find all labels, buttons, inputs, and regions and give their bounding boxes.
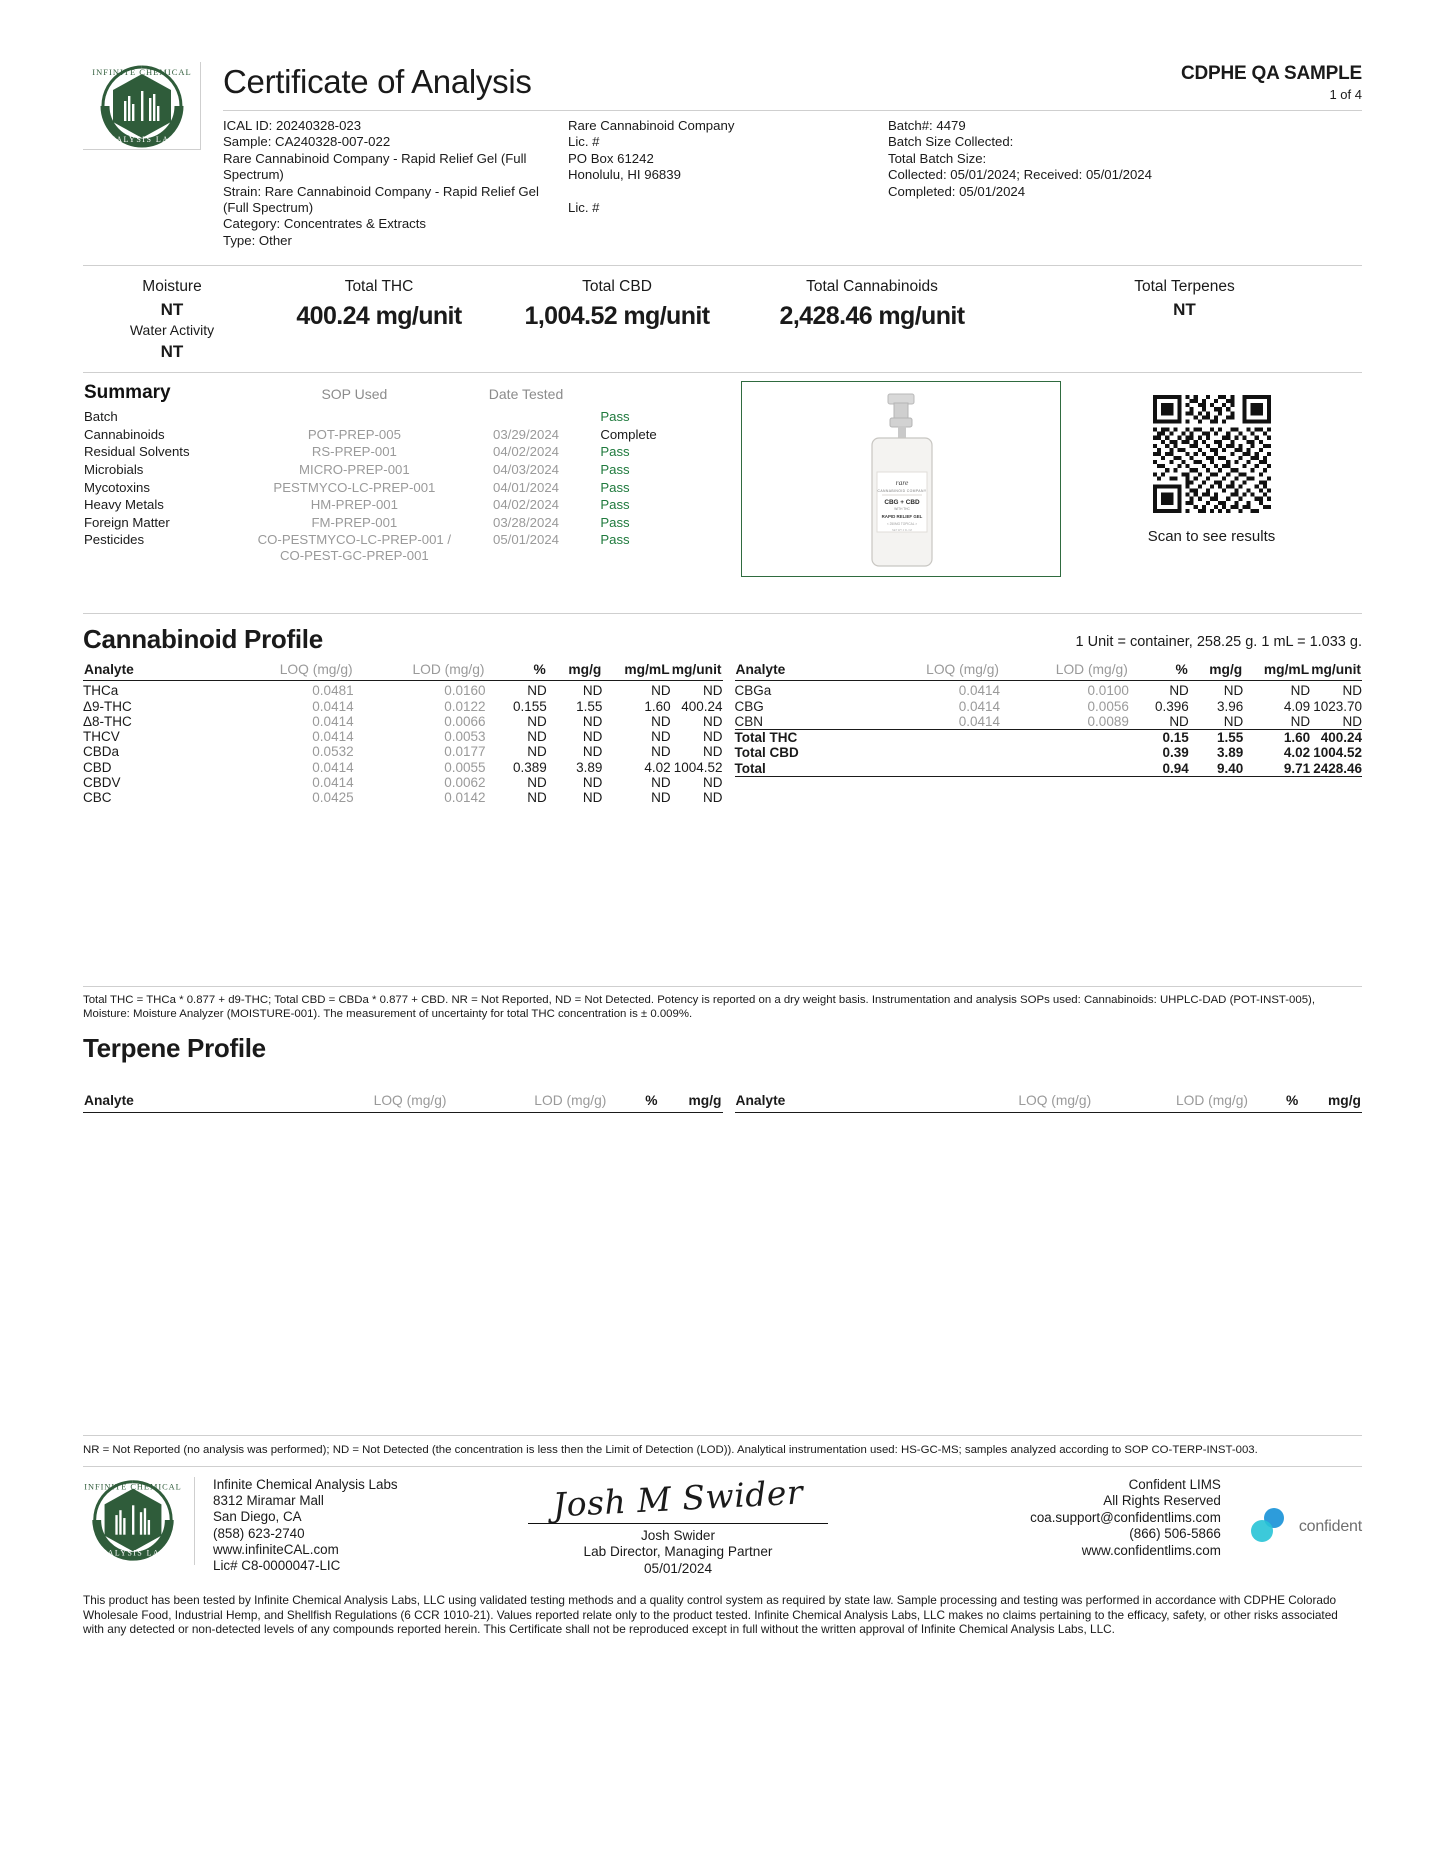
- col-percent: %: [1249, 1092, 1299, 1113]
- analyte-mgg: ND: [582, 790, 603, 806]
- analyte-percent: ND: [527, 790, 547, 806]
- terpene-table-left-wrap: [83, 1092, 723, 1113]
- analyte-loq: 0.0481: [312, 683, 354, 699]
- confident-brand-logo: [1231, 1477, 1362, 1578]
- col-loq: LOQ (mg/g): [923, 1092, 1092, 1113]
- col-mgg: mg/g: [659, 1092, 723, 1113]
- analyte-mgml: ND: [651, 713, 671, 729]
- analyte-lod: 0.0177: [444, 744, 486, 760]
- analyte-name: CBDa: [83, 744, 120, 760]
- page-title: Certificate of Analysis: [223, 63, 532, 100]
- analyte-loq: [871, 730, 1000, 746]
- table-header-row: [735, 661, 1363, 681]
- sample-metadata: [223, 111, 1362, 249]
- infinite-chemical-logo-icon: [91, 63, 193, 149]
- analyte-mgml: ND: [1290, 713, 1311, 729]
- analyte-percent: ND: [527, 713, 547, 729]
- analyte-lod: 0.0066: [444, 713, 486, 729]
- confident-name: Confident LIMS: [1128, 1476, 1221, 1492]
- potency-cell-moisture: [83, 278, 261, 362]
- collected-received-dates: Collected: 05/01/2024; Received: 05/01/2024: [888, 167, 1152, 183]
- analyte-percent: 0.39: [1162, 745, 1189, 761]
- lab-logo: [83, 62, 201, 150]
- col-mgml: mg/mL: [602, 661, 670, 681]
- total-batch-size: Total Batch Size:: [888, 150, 987, 166]
- analyte-mgunit: ND: [1342, 683, 1362, 699]
- summary-header-row: [83, 381, 723, 408]
- analyte-percent: ND: [527, 744, 547, 760]
- svg-text:RAPID RELIEF GEL: RAPID RELIEF GEL: [881, 514, 923, 520]
- signer-date: 05/01/2024: [643, 1560, 713, 1576]
- summary-test-name: Heavy Metals: [84, 497, 164, 513]
- qr-code-icon[interactable]: [1153, 395, 1271, 513]
- analyte-mgml: 9.71: [1243, 761, 1310, 777]
- analyte-mgg: ND: [1223, 683, 1244, 699]
- analyte-name: CBGa: [734, 683, 772, 699]
- cannabinoid-table-left: [83, 661, 723, 805]
- svg-text:rare: rare: [895, 478, 909, 488]
- col-mgunit: mg/unit: [671, 661, 723, 681]
- potency-cell-total-cbd: [497, 278, 737, 362]
- status-badge: Pass: [600, 462, 630, 478]
- analyte-mgunit: 400.24: [681, 698, 723, 714]
- completed-date: Completed: 05/01/2024: [888, 183, 1026, 199]
- analyte-mgg: 3.89: [576, 759, 603, 775]
- confident-website[interactable]: www.confidentlims.com: [1081, 1542, 1221, 1558]
- status-badge: Pass: [600, 479, 630, 495]
- analyte-name: Total THC: [735, 730, 872, 746]
- summary-sop: FM-PREP-001: [311, 514, 398, 530]
- summary-date: [462, 408, 591, 426]
- analyte-mgg: ND: [582, 775, 603, 791]
- analyte-mgml: ND: [651, 744, 671, 760]
- signature-image: Josh M Swider: [551, 1472, 805, 1525]
- analyte-lod: 0.0089: [1087, 713, 1129, 729]
- col-loq: LOQ (mg/g): [275, 1092, 448, 1113]
- analyte-lod: 0.0055: [444, 759, 486, 775]
- analyte-name: CBDV: [83, 775, 121, 791]
- analyte-lod: [1000, 745, 1129, 760]
- svg-text:CBG + CBD: CBG + CBD: [884, 499, 920, 507]
- table-row: [83, 699, 723, 714]
- col-loq: LOQ (mg/g): [222, 661, 354, 681]
- summary-sop: POT-PREP-005: [307, 426, 401, 442]
- summary-test-name: Microbials: [84, 462, 144, 478]
- table-row: [83, 443, 723, 461]
- summary-table: [83, 381, 723, 564]
- col-lod: LOD (mg/g): [448, 1092, 608, 1113]
- client-address-2: Honolulu, HI 96839: [568, 167, 681, 183]
- water-activity-value: NT: [160, 342, 184, 362]
- table-row: [83, 408, 723, 426]
- analyte-name: THCa: [83, 683, 119, 699]
- product-image: [741, 381, 1061, 577]
- client-address-1: PO Box 61242: [568, 150, 654, 166]
- col-analyte: Analyte: [83, 1092, 275, 1113]
- analyte-mgunit: 1023.70: [1313, 698, 1362, 714]
- analyte-lod: 0.0056: [1087, 698, 1129, 714]
- col-analyte: Analyte: [735, 1092, 923, 1113]
- analyte-percent: ND: [527, 683, 547, 699]
- confident-email[interactable]: coa.support@confidentlims.com: [1030, 1509, 1221, 1525]
- analyte-mgunit: ND: [703, 790, 723, 806]
- analyte-mgg: 3.96: [1216, 698, 1244, 714]
- analyte-name: CBC: [83, 790, 112, 806]
- status-badge: Pass: [600, 409, 630, 425]
- table-row: [83, 714, 723, 729]
- analyte-name: Total: [735, 761, 872, 777]
- spacer: [568, 184, 888, 200]
- analyte-mgg: ND: [582, 683, 603, 699]
- svg-text:INFINITE CHEMICAL: INFINITE CHEMICAL: [92, 67, 192, 77]
- legal-disclaimer: This product has been tested by Infinite Chemical Analysis Labs, LLC using validated testing methods and a quality control system as required by state law. Sample processing and testing was performed in accordance with CDPHE Colorado Wholesale Food, Industrial Hemp, and Shellfish Regulations (6 CCR 1010-21). Values reported relate only to the product tested. Infinite Chemical Analysis Labs, LLC makes no claims pertaining to the efficacy, safety, or other risks associated with any detected or non-detected levels of any compounds reported herein. This Certificate shall not be reproduced except in full without the written approval of Infinite Chemical Analysis Labs, LLC.: [83, 1593, 1338, 1637]
- summary-col-date: Date Tested: [488, 386, 564, 403]
- analyte-percent: 0.15: [1129, 730, 1189, 746]
- analyte-mgg: ND: [582, 713, 603, 729]
- analyte-percent: 0.389: [513, 759, 547, 775]
- col-lod: LOD (mg/g): [1000, 661, 1129, 681]
- table-row: [735, 699, 1363, 714]
- analyte-loq: 0.0414: [312, 775, 354, 791]
- total-cannabinoids-label: Total Cannabinoids: [806, 278, 938, 296]
- col-analyte: Analyte: [83, 661, 222, 681]
- total-terpenes-label: Total Terpenes: [1134, 278, 1235, 296]
- table-header-row: [83, 661, 723, 681]
- metadata-column-client: [568, 118, 888, 249]
- cannabinoid-right-body: [735, 681, 1363, 777]
- analyte-mgg: 1.55: [576, 698, 603, 714]
- status-badge: Complete: [600, 426, 657, 442]
- summary-test-name: Cannabinoids: [84, 426, 165, 442]
- cannabinoid-method-note: Total THC = THCa * 0.877 + d9-THC; Total CBD = CBDa * 0.877 + CBD. NR = Not Reported, ND = Not Detected. Potency is reported on a dry weight basis. Instrumentation and analysis SOPs used: Cannabinoids: UHPLC-DAD (POT-INST-005), Moisture: Moisture Analyzer (MOISTURE-001). The measurement of uncertainty for total THC concentration is ± 0.009%.: [83, 993, 1316, 1020]
- col-mgg: mg/g: [1189, 661, 1243, 681]
- analyte-percent: 0.94: [1129, 761, 1189, 777]
- analyte-mgunit: ND: [703, 729, 723, 745]
- analyte-lod: 0.0062: [444, 775, 486, 791]
- metadata-column-batch: [888, 118, 1362, 249]
- batch-number: Batch#: 4479: [888, 118, 966, 133]
- analyte-mgg: ND: [1223, 713, 1244, 729]
- analyte-loq: [871, 745, 1000, 760]
- summary-sop: PESTMYCO-LC-PREP-001: [273, 479, 436, 495]
- confident-lims-block: [843, 1477, 1231, 1578]
- analyte-mgunit: ND: [703, 683, 723, 699]
- lab-contact-info: [195, 1477, 513, 1578]
- table-row-total: [735, 761, 1363, 777]
- status-badge: Pass: [600, 532, 630, 548]
- analyte-lod: [1000, 730, 1129, 746]
- summary-date: 04/02/2024: [493, 497, 560, 513]
- analyte-mgg: ND: [582, 729, 603, 745]
- col-analyte: Analyte: [735, 661, 872, 681]
- terpene-method-note: NR = Not Reported (no analysis was performed); ND = Not Detected (the concentration is less then the Limit of Detection (LOD)). Analytical instrumentation used: HS-GC-MS; samples analyzed according to SOP CO-TERP-INST-003.: [83, 1443, 1258, 1456]
- sample-id: Sample: CA240328-007-022: [223, 134, 391, 150]
- summary-section: [83, 373, 1362, 577]
- analyte-name: CBN: [734, 713, 764, 729]
- terpene-table-right-wrap: [723, 1092, 1363, 1113]
- analyte-loq: 0.0414: [958, 683, 1000, 699]
- analyte-mgml: ND: [651, 775, 671, 791]
- water-activity-label: Water Activity: [129, 322, 215, 339]
- table-row: [83, 461, 723, 479]
- table-row: [735, 681, 1363, 699]
- terpene-profile-title: Terpene Profile: [83, 1032, 266, 1063]
- analyte-mgml: ND: [651, 790, 671, 806]
- lab-website[interactable]: www.infiniteCAL.com: [213, 1541, 339, 1557]
- analyte-lod: 0.0053: [444, 729, 486, 745]
- table-row-total-thc: [735, 730, 1363, 746]
- analyte-lod: 0.0142: [444, 790, 486, 806]
- table-row: [83, 744, 723, 759]
- col-loq: LOQ (mg/g): [871, 661, 1000, 681]
- qa-sample-label: CDPHE QA SAMPLE: [1180, 63, 1362, 84]
- qa-sample-block: [1181, 63, 1362, 104]
- ical-id: ICAL ID: 20240328-023: [223, 118, 362, 133]
- table-row-total-cbd: [735, 745, 1363, 760]
- footer-main: [83, 1467, 1362, 1578]
- infinite-chemical-logo-icon: [83, 1477, 183, 1563]
- total-cbd-value: 1,004.52 mg/unit: [524, 302, 710, 331]
- total-cannabinoids-value: 2,428.46 mg/unit: [779, 302, 965, 331]
- analyte-name: Δ9-THC: [83, 698, 132, 714]
- col-lod: LOD (mg/g): [1092, 1092, 1249, 1113]
- analyte-mgunit: ND: [703, 744, 723, 760]
- analyte-mgg: 1.55: [1189, 730, 1243, 746]
- client-license-1: Lic. #: [568, 134, 600, 150]
- cannabinoid-profile-title: Cannabinoid Profile: [83, 624, 323, 655]
- status-badge: Pass: [600, 514, 630, 530]
- analyte-mgunit: ND: [703, 775, 723, 791]
- footer-lab-logo: [83, 1477, 195, 1565]
- analyte-loq: 0.0414: [312, 698, 354, 714]
- lab-address-street: 8312 Miramar Mall: [213, 1492, 324, 1508]
- cannabinoid-table-right-wrap: [723, 661, 1363, 805]
- cannabinoid-table-right: [735, 661, 1363, 777]
- analyte-mgunit: ND: [1342, 713, 1362, 729]
- analyte-mgg: 9.40: [1189, 761, 1243, 777]
- potency-cell-total-terpenes: [1007, 278, 1362, 362]
- terpene-table-left: [83, 1092, 723, 1113]
- lab-address-city: San Diego, CA: [213, 1509, 302, 1525]
- col-mgg: mg/g: [1299, 1092, 1362, 1113]
- summary-test-name: Residual Solvents: [84, 444, 190, 460]
- potency-cell-total-thc: [261, 278, 497, 362]
- terpene-table-right: [735, 1092, 1363, 1113]
- analyte-percent: ND: [1169, 683, 1189, 699]
- table-row: [83, 531, 723, 564]
- analyte-percent: 0.396: [1155, 698, 1189, 714]
- metadata-column-sample: [223, 118, 568, 249]
- total-thc-label: Total THC: [344, 278, 414, 296]
- svg-text:ANALYSIS LABS: ANALYSIS LABS: [93, 1547, 173, 1557]
- svg-text:ANALYSIS LABS: ANALYSIS LABS: [101, 135, 183, 144]
- analyte-loq: 0.0414: [312, 713, 354, 729]
- table-row: [83, 514, 723, 532]
- analyte-name: CBD: [83, 759, 112, 775]
- analyte-name: THCV: [83, 729, 120, 745]
- analyte-mgg: 3.89: [1216, 745, 1244, 761]
- terpene-tables: [83, 1092, 1362, 1113]
- svg-text:CANNABINOID COMPANY: CANNABINOID COMPANY: [877, 489, 927, 494]
- moisture-label: Moisture: [142, 278, 202, 296]
- analyte-loq: [871, 761, 1000, 777]
- summary-date: 04/03/2024: [493, 462, 560, 478]
- analyte-loq: 0.0425: [312, 790, 354, 806]
- analyte-mgml: 1.60: [644, 698, 671, 714]
- analyte-mgml: ND: [1290, 683, 1311, 699]
- col-mgml: mg/mL: [1243, 661, 1310, 681]
- analyte-mgml: 4.02: [1283, 745, 1311, 761]
- table-header-row: [735, 1092, 1363, 1113]
- page-header: [83, 62, 1362, 249]
- summary-sop: HM-PREP-001: [310, 497, 398, 513]
- summary-date: 05/01/2024: [493, 532, 560, 548]
- qr-section: [1061, 381, 1362, 577]
- summary-test-name: Mycotoxins: [84, 479, 150, 495]
- summary-sop: RS-PREP-001: [311, 444, 397, 460]
- analyte-mgunit: 1004.52: [673, 759, 723, 775]
- category: Category: Concentrates & Extracts: [223, 216, 427, 232]
- analyte-loq: 0.0414: [958, 698, 1000, 714]
- col-percent: %: [1129, 661, 1189, 681]
- total-thc-value: 400.24 mg/unit: [296, 302, 462, 331]
- total-cbd-label: Total CBD: [582, 278, 652, 296]
- batch-size-collected: Batch Size Collected:: [888, 134, 1014, 150]
- product-bottle-icon: [846, 392, 956, 570]
- table-row: [83, 775, 723, 790]
- potency-cell-total-cannabinoids: [737, 278, 1007, 362]
- client-name: Rare Cannabinoid Company: [568, 118, 735, 133]
- analyte-percent: ND: [527, 729, 547, 745]
- svg-text:WITH THC: WITH THC: [894, 507, 910, 512]
- col-percent: %: [486, 661, 547, 681]
- analyte-mgml: ND: [651, 729, 671, 745]
- analyte-loq: 0.0414: [312, 729, 354, 745]
- summary-sop: [247, 408, 462, 426]
- summary-sop: CO-PESTMYCO-LC-PREP-001 / CO-PEST-GC-PREP-001: [257, 532, 452, 563]
- summary-title: Summary: [84, 382, 171, 404]
- col-percent: %: [607, 1092, 658, 1113]
- col-mgunit: mg/unit: [1310, 661, 1362, 681]
- analyte-name: Total CBD: [734, 745, 799, 761]
- summary-date: 03/29/2024: [493, 426, 560, 442]
- signature-block: [513, 1472, 843, 1578]
- summary-sop: MICRO-PREP-001: [299, 462, 410, 478]
- cannabinoid-table-left-wrap: [83, 661, 723, 805]
- lab-license: Lic# C8-0000047-LIC: [213, 1558, 341, 1574]
- analyte-percent: 0.155: [513, 698, 547, 714]
- summary-date: 04/01/2024: [493, 479, 560, 495]
- table-row: [83, 426, 723, 444]
- table-row: [83, 760, 723, 775]
- cannabinoid-left-body: [83, 681, 723, 806]
- signer-name: Josh Swider: [640, 1527, 716, 1543]
- summary-test-name: Pesticides: [84, 532, 145, 548]
- analyte-name: CBG: [734, 698, 764, 714]
- analyte-mgunit: 400.24: [1310, 730, 1362, 746]
- table-row: [735, 714, 1363, 730]
- analyte-percent: ND: [527, 775, 547, 791]
- analyte-loq: 0.0532: [312, 744, 354, 760]
- cannabinoid-tables: [83, 661, 1362, 805]
- analyte-lod: [1000, 761, 1129, 777]
- analyte-lod: 0.0122: [444, 698, 486, 714]
- analyte-loq: 0.0414: [312, 759, 354, 775]
- analyte-loq: 0.0414: [958, 713, 1000, 729]
- total-terpenes-value: NT: [1173, 300, 1196, 320]
- svg-text:NET WT 4 FL OZ: NET WT 4 FL OZ: [892, 529, 912, 533]
- table-row: [83, 790, 723, 805]
- summary-date: 03/28/2024: [493, 514, 560, 530]
- potency-summary-band: [83, 266, 1362, 372]
- col-lod: LOD (mg/g): [354, 661, 486, 681]
- cannabinoid-profile-header: [83, 614, 1362, 655]
- confident-rights: All Rights Reserved: [1103, 1493, 1221, 1509]
- table-row: [83, 496, 723, 514]
- qr-caption: Scan to see results: [1147, 528, 1276, 546]
- table-row: [83, 729, 723, 744]
- summary-test-name: Batch: [84, 409, 118, 425]
- analyte-mgunit: ND: [703, 713, 723, 729]
- lab-name: Infinite Chemical Analysis Labs: [213, 1476, 398, 1492]
- unit-conversion-note: 1 Unit = container, 258.25 g. 1 mL = 1.033 g.: [1075, 634, 1362, 651]
- analyte-percent: ND: [1169, 713, 1189, 729]
- svg-text:INFINITE CHEMICAL: INFINITE CHEMICAL: [84, 1482, 182, 1492]
- table-header-row: [83, 1092, 723, 1113]
- analyte-mgg: ND: [582, 744, 603, 760]
- analyte-mgml: ND: [651, 683, 671, 699]
- summary-col-status: [590, 381, 723, 408]
- analyte-lod: 0.0160: [444, 683, 486, 699]
- confident-phone: (866) 506-5866: [1129, 1526, 1221, 1542]
- product-name: Rare Cannabinoid Company - Rapid Relief Gel (Full Spectrum): [223, 150, 531, 183]
- client-license-2: Lic. #: [568, 199, 600, 215]
- analyte-mgml: 4.02: [644, 759, 671, 775]
- svg-text:< 250MG TOPICAL >: < 250MG TOPICAL >: [886, 522, 918, 527]
- col-mgg: mg/g: [547, 661, 603, 681]
- table-row: [83, 681, 723, 699]
- analyte-mgunit: 1004.52: [1313, 745, 1362, 761]
- analyte-lod: 0.0100: [1087, 683, 1129, 699]
- summary-date: 04/02/2024: [493, 444, 560, 460]
- status-badge: Pass: [600, 444, 630, 460]
- summary-test-name: Foreign Matter: [84, 514, 170, 530]
- type: Type: Other: [223, 232, 292, 248]
- confident-wordmark: confident: [1298, 1517, 1362, 1535]
- summary-body: [83, 408, 723, 564]
- page-number: 1 of 4: [1329, 87, 1362, 102]
- summary-table-wrap: [83, 381, 723, 577]
- analyte-name: Δ8-THC: [83, 713, 132, 729]
- analyte-mgunit: 2428.46: [1310, 761, 1362, 777]
- strain-name: Strain: Rare Cannabinoid Company - Rapid Relief Gel (Full Spectrum): [223, 183, 543, 216]
- table-row: [83, 479, 723, 497]
- summary-col-sop: SOP Used: [321, 386, 388, 403]
- status-badge: Pass: [600, 497, 630, 513]
- moisture-value: NT: [160, 300, 184, 320]
- lab-phone: (858) 623-2740: [213, 1525, 305, 1541]
- signer-title: Lab Director, Managing Partner: [583, 1544, 773, 1560]
- confident-logo-icon: [1247, 1505, 1293, 1549]
- analyte-mgml: 4.09: [1283, 698, 1311, 714]
- analyte-mgml: 1.60: [1243, 730, 1310, 746]
